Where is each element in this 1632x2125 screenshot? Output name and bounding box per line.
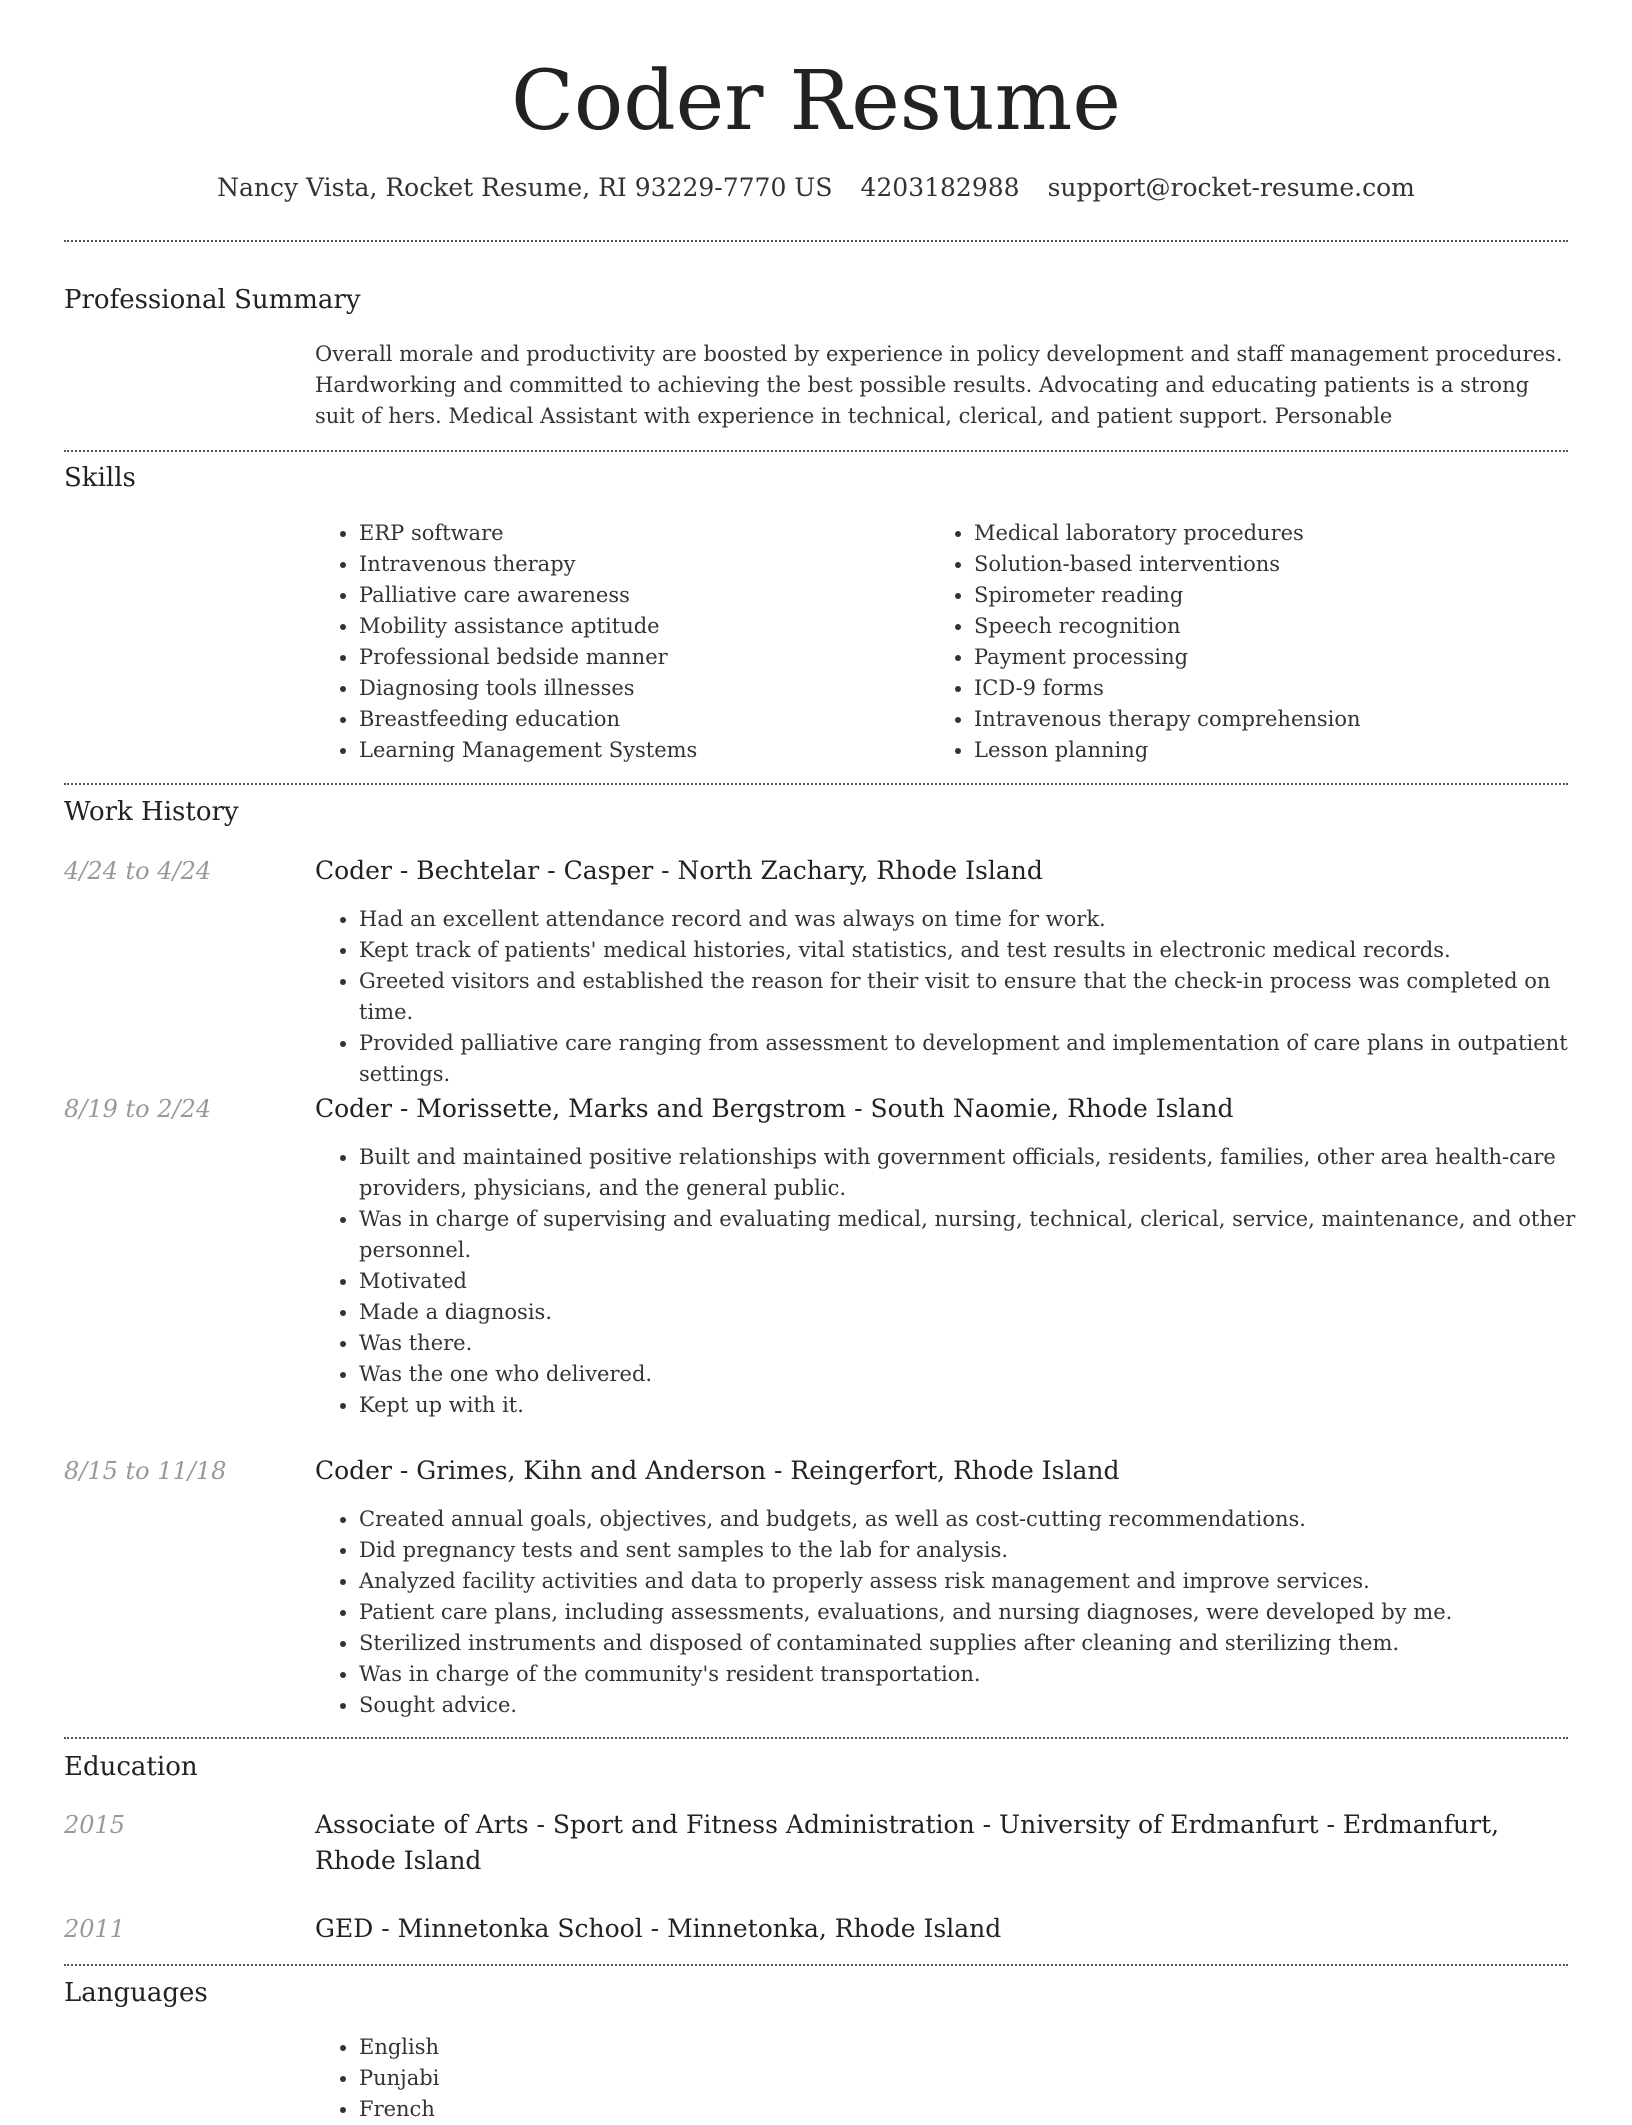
job-dates: 8/19 to 2/24 [64, 1095, 212, 1123]
job-title: Coder - Grimes, Kihn and Anderson - Reingerfort, Rhode Island [315, 1456, 1120, 1485]
skill-item: • Spirometer reading [974, 580, 1594, 611]
languages-heading: Languages [64, 1978, 208, 2008]
job-bullet: • Did pregnancy tests and sent samples to the lab for analysis. [359, 1535, 1609, 1566]
job-bullet: • Sought advice. [359, 1690, 1609, 1721]
job-dates: 4/24 to 4/24 [64, 857, 212, 885]
job-bullet: • Was in charge of the community's resident transportation. [359, 1659, 1609, 1690]
summary-heading: Professional Summary [64, 285, 361, 315]
language-item: • Punjabi [359, 2063, 959, 2094]
job-bullets [315, 1142, 1609, 1421]
divider [64, 1964, 1568, 1966]
work-heading: Work History [64, 797, 239, 827]
contact-email[interactable]: support@rocket-resume.com [1047, 173, 1415, 202]
language-item: • English [359, 2032, 959, 2063]
language-item: • French [359, 2094, 959, 2125]
skill-item: • Payment processing [974, 642, 1594, 673]
job-bullet: • Greeted visitors and established the reason for their visit to ensure that the check-in process was completed on time. [359, 966, 1609, 1028]
job-bullets [315, 1504, 1609, 1721]
divider [64, 240, 1568, 242]
skills-list-right [930, 518, 1594, 766]
divider [64, 1737, 1568, 1739]
contact-address: Nancy Vista, Rocket Resume, RI 93229-7770 US [217, 173, 833, 202]
job-bullet: • Was in charge of supervising and evaluating medical, nursing, technical, clerical, service, maintenance, and other personnel. [359, 1204, 1609, 1266]
skill-item: • Speech recognition [974, 611, 1594, 642]
skill-item: • Medical laboratory procedures [974, 518, 1594, 549]
skills-heading: Skills [64, 463, 136, 493]
job-dates: 8/15 to 11/18 [64, 1457, 227, 1485]
job-title: Coder - Bechtelar - Casper - North Zachary, Rhode Island [315, 856, 1043, 885]
skill-item: • Lesson planning [974, 735, 1594, 766]
contact-phone: 4203182988 [860, 173, 1020, 202]
skill-item: • Diagnosing tools illnesses [359, 673, 929, 704]
education-heading: Education [64, 1752, 198, 1782]
skill-item: • ERP software [359, 518, 929, 549]
job-bullets [315, 904, 1609, 1090]
skill-item: • Palliative care awareness [359, 580, 929, 611]
languages-list [315, 2032, 959, 2125]
contact-line [0, 170, 1632, 206]
skills-list-left [315, 518, 929, 766]
job-bullet: • Provided palliative care ranging from assessment to development and implementation of care plans in outpatient settings. [359, 1028, 1609, 1090]
education-year: 2015 [64, 1811, 126, 1839]
education-entry: GED - Minnetonka School - Minnetonka, Rhode Island [315, 1914, 1002, 1943]
job-bullet: • Motivated [359, 1266, 1609, 1297]
skill-item: • Mobility assistance aptitude [359, 611, 929, 642]
job-title: Coder - Morissette, Marks and Bergstrom - South Naomie, Rhode Island [315, 1094, 1234, 1123]
divider [64, 450, 1568, 452]
skill-item: • ICD-9 forms [974, 673, 1594, 704]
skill-item: • Professional bedside manner [359, 642, 929, 673]
job-bullet: • Sterilized instruments and disposed of contaminated supplies after cleaning and sterilizing them. [359, 1628, 1609, 1659]
job-bullet: • Analyzed facility activities and data to properly assess risk management and improve services. [359, 1566, 1609, 1597]
summary-text: Overall morale and productivity are boosted by experience in policy development and staff management procedures. Hardworking and committed to achieving the best possible results. Advocating and educating patients is a strong suit of hers. Medical Assistant with experience in technical, clerical, and patient support. Personable [315, 342, 1563, 428]
job-bullet: • Made a diagnosis. [359, 1297, 1609, 1328]
skill-item: • Intravenous therapy [359, 549, 929, 580]
education-year: 2011 [64, 1915, 126, 1943]
job-bullet: • Was the one who delivered. [359, 1359, 1609, 1390]
education-entry: Associate of Arts - Sport and Fitness Administration - University of Erdmanfurt - Erdmanfurt, Rhode Island [315, 1810, 1500, 1875]
job-bullet: • Created annual goals, objectives, and budgets, as well as cost-cutting recommendations. [359, 1504, 1609, 1535]
job-bullet: • Patient care plans, including assessments, evaluations, and nursing diagnoses, were developed by me. [359, 1597, 1609, 1628]
job-bullet: • Had an excellent attendance record and was always on time for work. [359, 904, 1609, 935]
divider [64, 783, 1568, 785]
job-bullet: • Was there. [359, 1328, 1609, 1359]
job-bullet: • Kept track of patients' medical histories, vital statistics, and test results in electronic medical records. [359, 935, 1609, 966]
resume-title: Coder Resume [511, 54, 1121, 149]
skill-item: • Breastfeeding education [359, 704, 929, 735]
job-bullet: • Kept up with it. [359, 1390, 1609, 1421]
skill-item: • Intravenous therapy comprehension [974, 704, 1594, 735]
skill-item: • Learning Management Systems [359, 735, 929, 766]
skill-item: • Solution-based interventions [974, 549, 1594, 580]
job-bullet: • Built and maintained positive relationships with government officials, residents, families, other area health-care providers, physicians, and the general public. [359, 1142, 1609, 1204]
